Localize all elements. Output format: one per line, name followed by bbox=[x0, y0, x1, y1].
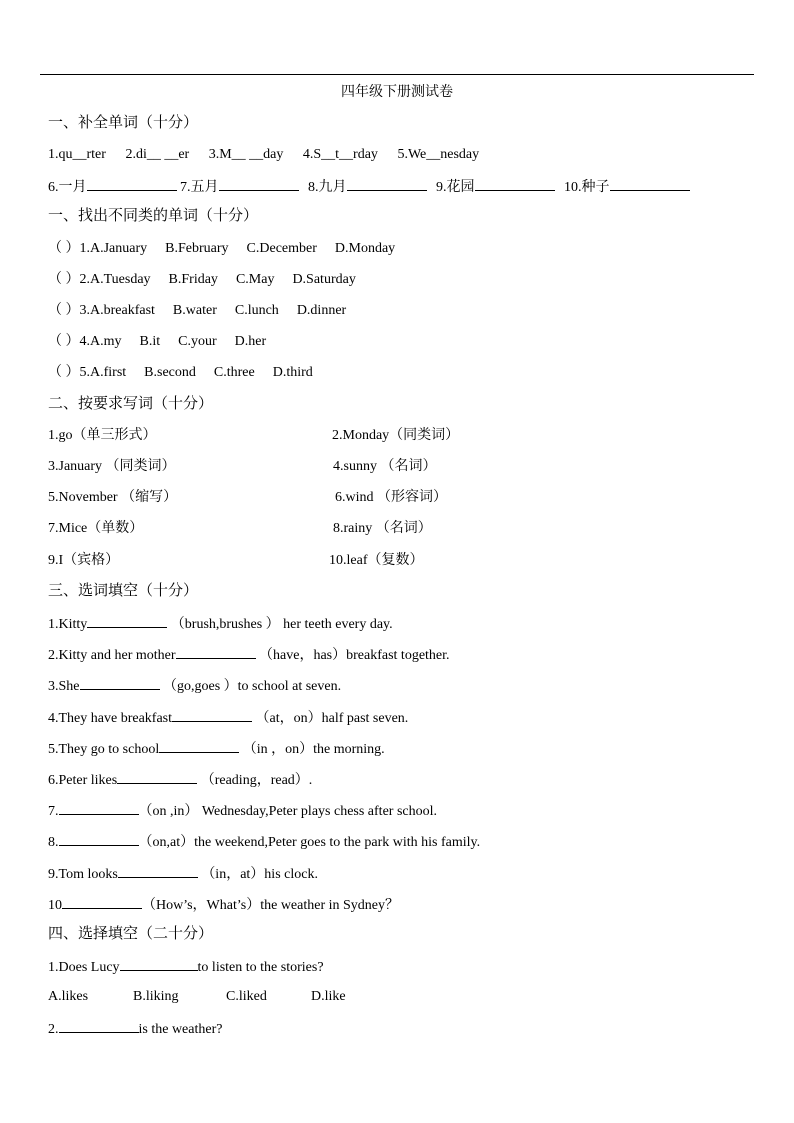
sentence-end: （in，at）his clock. bbox=[197, 867, 318, 882]
item-number: 4. bbox=[79, 334, 90, 349]
fill-blank-item bbox=[48, 676, 341, 696]
multiple-choice-option: C.liked bbox=[226, 989, 267, 1004]
option: C.May bbox=[235, 272, 275, 287]
top-rule bbox=[40, 74, 754, 75]
fill-blank-item bbox=[48, 739, 385, 759]
word-form-item: 1.go（单三形式） bbox=[48, 428, 157, 443]
fill-blank-item bbox=[48, 708, 408, 728]
option: C.your bbox=[178, 334, 217, 349]
answer-blank[interactable] bbox=[176, 645, 256, 659]
fill-blank-item bbox=[48, 770, 312, 790]
item-number: 5. bbox=[79, 365, 90, 380]
word-form-item: 7.Mice（单数） bbox=[48, 521, 144, 536]
multiple-choice-option: B.liking bbox=[133, 989, 179, 1004]
option: A.first bbox=[90, 365, 127, 380]
option: B.February bbox=[165, 241, 229, 256]
sentence-start: 3.She bbox=[48, 679, 80, 694]
multiple-choice-question bbox=[48, 957, 324, 977]
answer-blank[interactable] bbox=[120, 957, 198, 971]
word-form-item: 6.wind （形容词） bbox=[335, 490, 447, 505]
answer-blank[interactable] bbox=[219, 177, 299, 191]
answer-blank[interactable] bbox=[87, 177, 177, 191]
sentence-end: （go,goes ）to school at seven. bbox=[159, 679, 342, 694]
fill-letters-item: 1.qu__rter bbox=[48, 147, 106, 162]
word-form-item: 5.November （缩写） bbox=[48, 490, 178, 505]
section-heading-word-forms: 二、按要求写词（十分） bbox=[48, 396, 214, 412]
option: B.second bbox=[144, 365, 196, 380]
item-number: 1. bbox=[79, 241, 90, 256]
odd-one-out-item bbox=[48, 240, 395, 258]
fill-letters-item: 2.di__ __er bbox=[125, 147, 190, 162]
sentence-start: 2. bbox=[48, 1022, 59, 1037]
sentence-start: 8. bbox=[48, 835, 59, 850]
word-form-item: 9.I（宾格） bbox=[48, 553, 120, 568]
answer-paren[interactable]: （ ） bbox=[48, 365, 80, 380]
sentence-start: 5.They go to school bbox=[48, 742, 160, 757]
answer-blank[interactable] bbox=[87, 614, 167, 628]
sentence-end: （at，on）half past seven. bbox=[252, 711, 409, 726]
section-heading-choose-word: 三、选词填空（十分） bbox=[48, 583, 199, 599]
answer-paren[interactable]: （ ） bbox=[48, 303, 80, 318]
answer-paren[interactable]: （ ） bbox=[48, 241, 80, 256]
multiple-choice-option: A.likes bbox=[48, 989, 89, 1004]
sentence-start: 1.Does Lucy bbox=[48, 960, 120, 975]
word-form-item: 10.leaf（复数） bbox=[329, 553, 424, 568]
option: A.January bbox=[90, 241, 148, 256]
sentence-end: （reading，read）. bbox=[197, 773, 313, 788]
sentence-end: （in ，on）the morning. bbox=[239, 742, 385, 757]
option: D.her bbox=[234, 334, 267, 349]
multiple-choice-question bbox=[48, 1019, 222, 1039]
option: B.water bbox=[172, 303, 217, 318]
sentence-start: 9.Tom looks bbox=[48, 867, 118, 882]
answer-blank[interactable] bbox=[59, 801, 139, 815]
page-title: 四年级下册测试卷 bbox=[341, 85, 453, 100]
answer-blank[interactable] bbox=[62, 895, 142, 909]
fill-blank-item bbox=[48, 614, 393, 634]
fill-letters-item: 3.M__ __day bbox=[208, 147, 284, 162]
fill-blank-item bbox=[48, 801, 437, 821]
fill-blank-item bbox=[48, 645, 450, 665]
word-form-item: 8.rainy （名词） bbox=[333, 521, 432, 536]
sentence-end: （have，has）breakfast together. bbox=[255, 648, 450, 663]
sentence-start: 10 bbox=[48, 898, 62, 913]
odd-one-out-item bbox=[48, 271, 356, 289]
sentence-start: 4.They have breakfast bbox=[48, 711, 172, 726]
translate-item: 6.一月 bbox=[48, 180, 87, 195]
option: A.Tuesday bbox=[90, 272, 151, 287]
sentence-end: （on,at）the weekend,Peter goes to the park with his family. bbox=[138, 835, 481, 850]
answer-blank[interactable] bbox=[347, 177, 427, 191]
word-form-item: 3.January （同类词） bbox=[48, 459, 176, 474]
option: D.third bbox=[272, 365, 313, 380]
sentence-end: （How’s，What’s）the weather in Sydney？ bbox=[142, 898, 400, 913]
odd-one-out-item bbox=[48, 364, 313, 382]
option: C.lunch bbox=[234, 303, 279, 318]
item-number: 3. bbox=[79, 303, 90, 318]
translate-item: 8.九月 bbox=[308, 180, 347, 195]
answer-blank[interactable] bbox=[59, 832, 139, 846]
fill-letters-item: 4.S__t__rday bbox=[302, 147, 378, 162]
sentence-end: is the weather? bbox=[138, 1022, 223, 1037]
translate-item: 7.五月 bbox=[180, 180, 219, 195]
section-heading-fill-letters: 一、补全单词（十分） bbox=[48, 115, 199, 131]
fill-letters-row-1 bbox=[48, 146, 479, 164]
item-number: 2. bbox=[79, 272, 90, 287]
fill-blank-item bbox=[48, 832, 480, 852]
option: B.Friday bbox=[168, 272, 218, 287]
section-heading-multiple-choice: 四、选择填空（二十分） bbox=[48, 926, 214, 942]
word-form-item: 2.Monday（同类词） bbox=[332, 428, 460, 443]
translate-item: 9.花园 bbox=[436, 180, 475, 195]
option: A.my bbox=[90, 334, 122, 349]
answer-blank[interactable] bbox=[159, 739, 239, 753]
fill-letters-row-2 bbox=[48, 177, 690, 197]
option: A.breakfast bbox=[90, 303, 155, 318]
sentence-start: 6.Peter likes bbox=[48, 773, 118, 788]
sentence-end: （on ,in） Wednesday,Peter plays chess after school. bbox=[138, 804, 437, 819]
section-heading-odd-one-out: 一、找出不同类的单词（十分） bbox=[48, 208, 259, 224]
answer-blank[interactable] bbox=[80, 676, 160, 690]
odd-one-out-item bbox=[48, 302, 346, 320]
answer-blank[interactable] bbox=[118, 864, 198, 878]
answer-blank[interactable] bbox=[610, 177, 690, 191]
word-form-item: 4.sunny （名词） bbox=[333, 459, 437, 474]
answer-blank[interactable] bbox=[117, 770, 197, 784]
option: D.Saturday bbox=[292, 272, 356, 287]
fill-letters-item: 5.We__nesday bbox=[397, 147, 480, 162]
answer-blank[interactable] bbox=[475, 177, 555, 191]
option: D.dinner bbox=[296, 303, 347, 318]
sentence-end: to listen to the stories? bbox=[197, 960, 324, 975]
sentence-start: 2.Kitty and her mother bbox=[48, 648, 176, 663]
option: C.December bbox=[246, 241, 317, 256]
sentence-end: （brush,brushes ） her teeth every day. bbox=[167, 617, 393, 632]
option: C.three bbox=[213, 365, 255, 380]
option: D.Monday bbox=[334, 241, 396, 256]
translate-item: 10.种子 bbox=[564, 180, 610, 195]
multiple-choice-option: D.like bbox=[311, 989, 346, 1004]
answer-paren[interactable]: （ ） bbox=[48, 334, 80, 349]
answer-blank[interactable] bbox=[59, 1019, 139, 1033]
sentence-start: 1.Kitty bbox=[48, 617, 88, 632]
sentence-start: 7. bbox=[48, 804, 59, 819]
odd-one-out-item bbox=[48, 333, 266, 351]
answer-blank[interactable] bbox=[172, 708, 252, 722]
fill-blank-item bbox=[48, 895, 399, 915]
answer-paren[interactable]: （ ） bbox=[48, 272, 80, 287]
option: B.it bbox=[139, 334, 161, 349]
fill-blank-item bbox=[48, 864, 318, 884]
